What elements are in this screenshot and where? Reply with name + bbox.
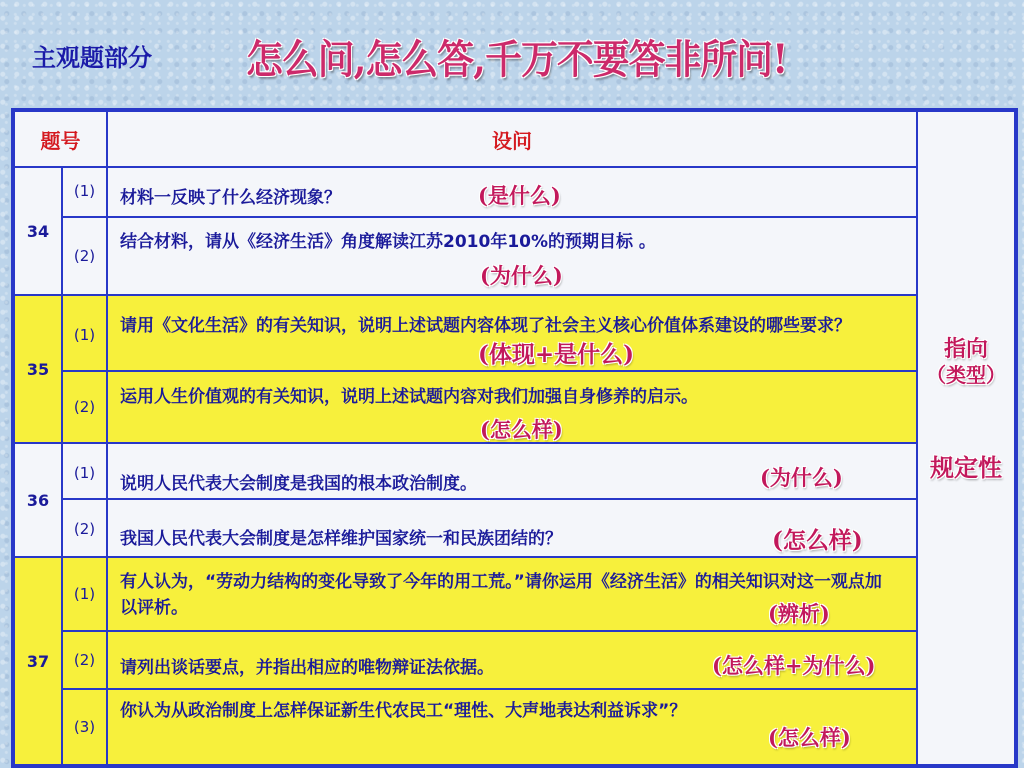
- question-text: 请用《文化生活》的有关知识，说明上述试题内容体现了社会主义核心价值体系建设的哪些要求？: [120, 316, 851, 336]
- sub-number: (2): [61, 216, 108, 296]
- sub-number: (1): [61, 294, 108, 372]
- question-text: 说明人民代表大会制度是我国的根本政治制度。: [120, 474, 477, 494]
- question-text: 请列出谈话要点，并指出相应的唯物辩证法依据。: [120, 658, 494, 678]
- answer-type-tag: (怎么样): [768, 725, 851, 750]
- answer-type-tag: (是什么): [478, 183, 561, 208]
- column-header-number: 题号: [13, 110, 108, 168]
- question-number-37: 37: [13, 556, 63, 766]
- question-text: 你认为从政治制度上怎样保证新生代农民工“理性、大声地表达利益诉求”？: [120, 701, 687, 721]
- answer-type-tag: (辨析): [768, 601, 830, 626]
- answer-type-tag: (怎么样): [772, 527, 863, 554]
- side-label-requirement: 规定性: [930, 453, 1002, 482]
- sub-number: (1): [61, 556, 108, 632]
- question-text: 运用人生价值观的有关知识，说明上述试题内容对我们加强自身修养的启示。: [120, 387, 698, 407]
- sub-number: (1): [61, 442, 108, 500]
- answer-type-tag: (为什么): [760, 465, 843, 490]
- sub-number: (2): [61, 630, 108, 690]
- answer-type-tag: (体现+是什么): [478, 341, 635, 368]
- section-title: 主观题部分: [32, 44, 152, 72]
- banner-slogan: 怎么问,怎么答,千万不要答非所问!: [246, 36, 788, 83]
- answer-type-tag: (为什么): [480, 263, 563, 288]
- sub-number: (1): [61, 166, 108, 218]
- question-number-35: 35: [13, 294, 63, 444]
- column-header-question: 设问: [106, 110, 918, 168]
- side-label-direction: 指向 （类型）: [926, 336, 1006, 387]
- question-text: 我国人民代表大会制度是怎样维护国家统一和民族团结的？: [120, 529, 562, 549]
- answer-type-tag: (怎么样): [480, 417, 563, 442]
- question-text: 结合材料，请从《经济生活》角度解读江苏2010年10%的预期目标 。: [120, 232, 656, 252]
- sub-number: (2): [61, 498, 108, 558]
- sub-number: (2): [61, 370, 108, 444]
- question-text: 有人认为，“劳动力结构的变化导致了今年的用工荒。”请你运用《经济生活》的相关知识对这一观点加以评析。: [120, 572, 882, 618]
- question-number-36: 36: [13, 442, 63, 558]
- sub-number: (3): [61, 688, 108, 766]
- question-number-34: 34: [13, 166, 63, 296]
- answer-type-tag: (怎么样+为什么): [712, 653, 876, 678]
- side-column: [916, 110, 1016, 766]
- question-text: 材料一反映了什么经济现象？: [120, 188, 341, 208]
